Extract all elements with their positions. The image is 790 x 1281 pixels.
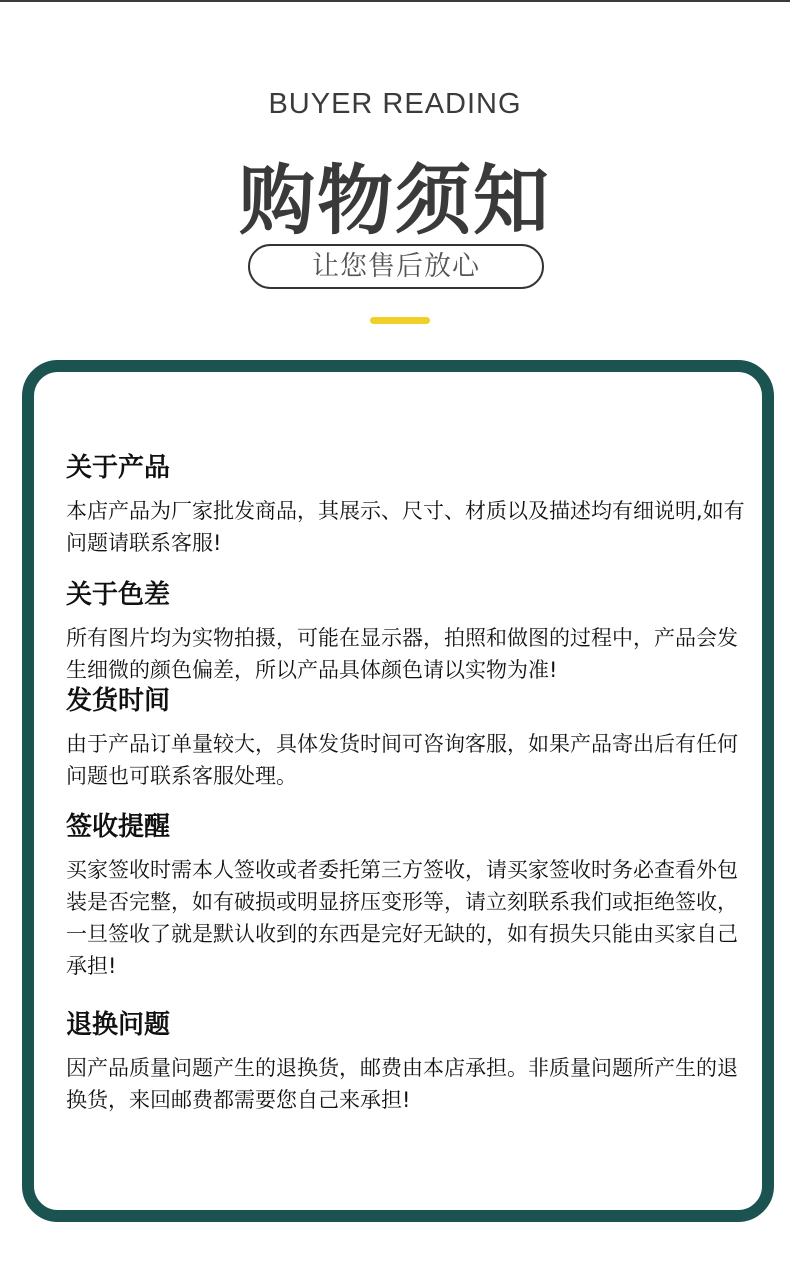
section-shipping-time: [66, 686, 746, 792]
section-heading: 发货时间: [66, 686, 171, 716]
section-delivery-reminder: [66, 812, 746, 982]
section-body: 所有图片均为实物拍摄，可能在显示器，拍照和做图的过程中，产品会发生细微的颜色偏差，所以产品具体颜色请以实物为准!: [66, 626, 738, 682]
section-heading: 关于色差: [66, 580, 171, 610]
page-title: 购物须知: [239, 156, 551, 245]
section-body: 由于产品订单量较大，具体发货时间可咨询客服，如果产品寄出后有任何问题也可联系客服处理。: [66, 732, 738, 788]
section-returns: [66, 1010, 746, 1116]
section-heading: 关于产品: [66, 453, 171, 483]
tagline-pill: 让您售后放心: [248, 244, 544, 289]
english-subtitle: BUYER READING: [268, 88, 522, 120]
section-body: 买家签收时需本人签收或者委托第三方签收，请买家签收时务必查看外包装是否完整，如有破损或明显挤压变形等，请立刻联系我们或拒绝签收，一旦签收了就是默认收到的东西是完好无缺的，如有损失只能由买家自己承担!: [66, 858, 738, 978]
section-about-product: [66, 453, 746, 559]
top-divider: [0, 0, 790, 2]
section-heading: 签收提醒: [66, 812, 171, 842]
section-body: 因产品质量问题产生的退换货，邮费由本店承担。非质量问题所产生的退 换货，来回邮费都需要您自己来承担!: [66, 1056, 738, 1112]
section-color-difference: [66, 580, 746, 686]
accent-divider: [370, 317, 430, 324]
section-heading: 退换问题: [66, 1010, 171, 1040]
section-body: 本店产品为厂家批发商品，其展示、尺寸、材质以及描述均有细说明,如有问题请联系客服!: [66, 499, 745, 555]
